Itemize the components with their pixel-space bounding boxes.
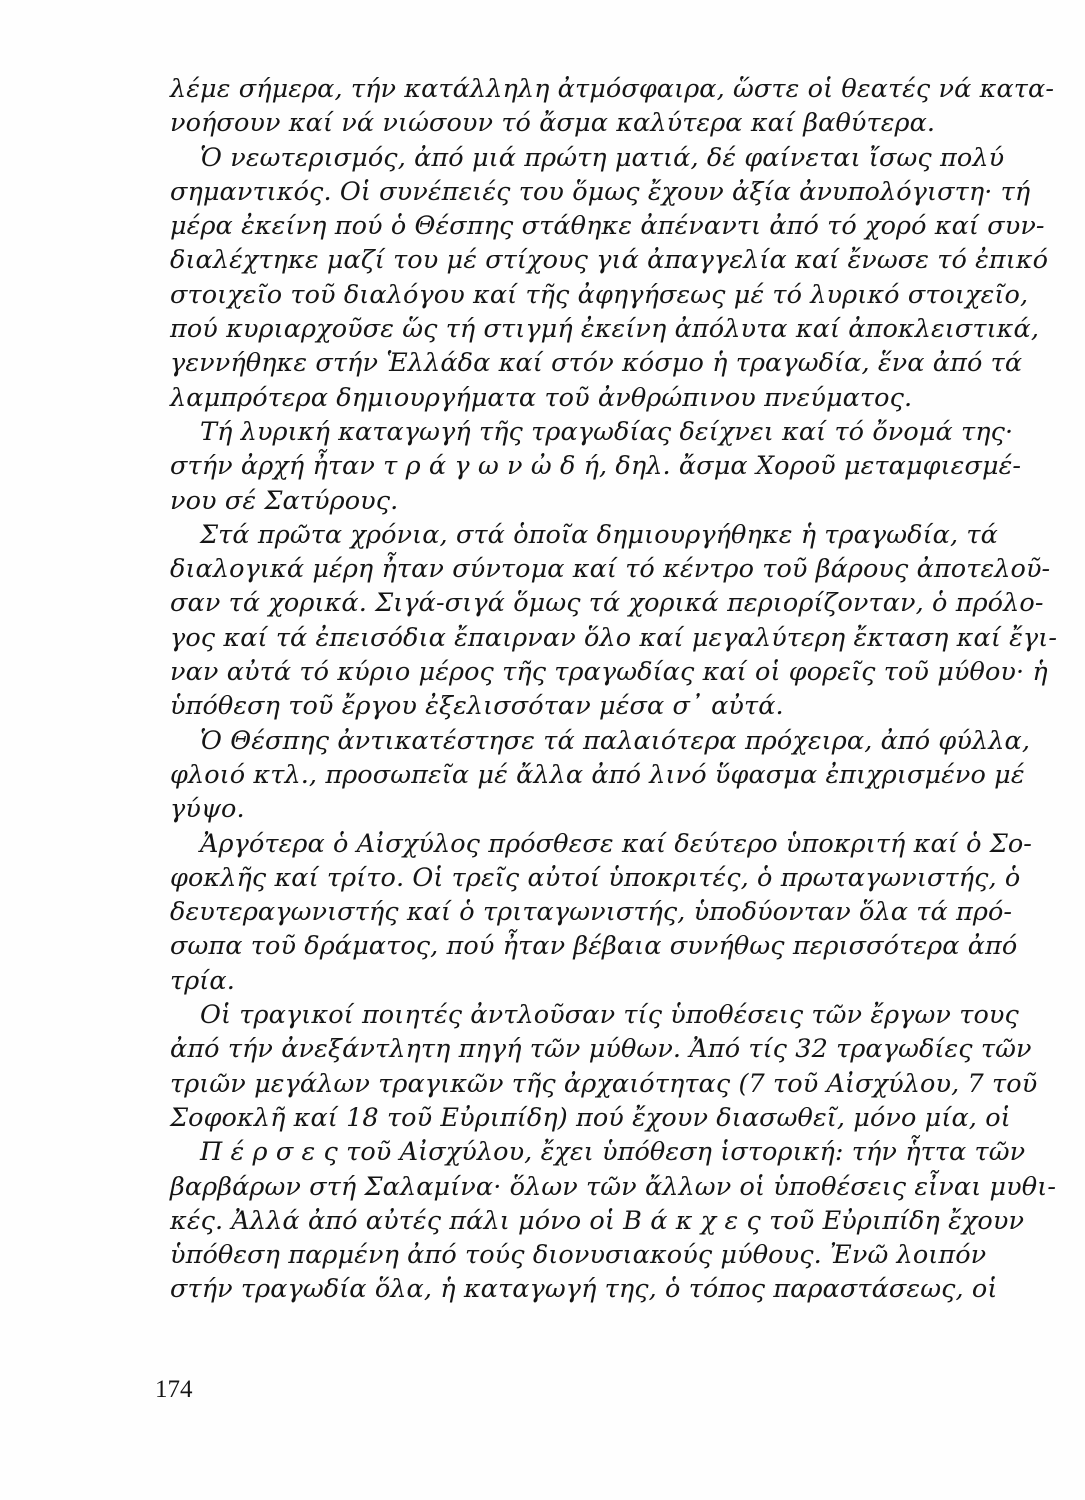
- text-line: στοιχεῖο τοῦ διαλόγου καί τῆς ἀφηγήσεως μέ τό λυρικό στοιχεῖο,: [170, 279, 1029, 310]
- text-line: στήν ἀρχή ἦταν τ ρ ά γ ω ν ὠ δ ή, δηλ. ἄσμα Χοροῦ μεταμφιεσμέ-: [170, 451, 1022, 482]
- text-line: γύψο.: [170, 794, 245, 825]
- text-line: ὑπόθεση τοῦ ἔργου ἐξελισσόταν μέσα σ᾿ αὐτά.: [170, 691, 784, 722]
- text-line: Ὁ Θέσπης ἀντικατέστησε τά παλαιότερα πρόχειρα, ἀπό φύλλα,: [200, 725, 1031, 756]
- text-line: Σοφοκλῆ καί 18 τοῦ Εὐριπίδη) πού ἔχουν διασωθεῖ, μόνο μία, οἱ: [170, 1102, 1011, 1133]
- body-text: [170, 72, 1058, 1307]
- text-line: Π έ ρ σ ε ς τοῦ Αἰσχύλου, ἔχει ὑπόθεση ἱστορική: τήν ἧττα τῶν: [200, 1137, 1026, 1168]
- text-line: ναν αὐτά τό κύριο μέρος τῆς τραγωδίας καί οἱ φορεῖς τοῦ μύθου· ἡ: [170, 657, 1048, 688]
- text-line: στήν τραγωδία ὅλα, ἡ καταγωγή της, ὁ τόπος παραστάσεως, οἱ: [170, 1274, 998, 1305]
- text-line: τρία.: [170, 965, 235, 996]
- text-line: νοήσουν καί νά νιώσουν τό ἄσμα καλύτερα καί βαθύτερα.: [170, 108, 936, 139]
- text-line: νου σέ Σατύρους.: [170, 485, 399, 516]
- text-line: σαν τά χορικά. Σιγά-σιγά ὅμως τά χορικά περιορίζονταν, ὁ πρόλο-: [170, 588, 1044, 619]
- text-line: γεννήθηκε στήν Ἑλλάδα καί στόν κόσμο ἡ τραγωδία, ἕνα ἀπό τά: [170, 348, 1023, 379]
- text-line: γος καί τά ἐπεισόδια ἔπαιρναν ὅλο καί μεγαλύτερη ἔκταση καί ἔγι-: [170, 622, 1058, 653]
- text-line: δευτεραγωνιστής καί ὁ τριταγωνιστής, ὑποδύονταν ὅλα τά πρό-: [170, 897, 1013, 928]
- text-line: Τή λυρική καταγωγή τῆς τραγωδίας δείχνει καί τό ὄνομά της·: [200, 416, 1014, 447]
- text-line: διαλέχτηκε μαζί του μέ στίχους γιά ἀπαγγελία καί ἔνωσε τό ἐπικό: [170, 245, 1049, 276]
- text-line: Ὁ νεωτερισμός, ἀπό μιά πρώτη ματιά, δέ φαίνεται ἴσως πολύ: [200, 142, 1005, 173]
- text-line: βαρβάρων στή Σαλαμίνα· ὅλων τῶν ἄλλων οἱ ὑποθέσεις εἶναι μυθι-: [170, 1171, 1057, 1202]
- text-line: ὑπόθεση παρμένη ἀπό τούς διονυσιακούς μύθους. Ἐνῶ λοιπόν: [170, 1240, 987, 1271]
- text-line: ἀπό τήν ἀνεξάντλητη πηγή τῶν μύθων. Ἀπό τίς 32 τραγωδίες τῶν: [170, 1034, 1032, 1065]
- text-line: λαμπρότερα δημιουργήματα τοῦ ἀνθρώπινου πνεύματος.: [170, 382, 913, 413]
- text-line: σημαντικός. Οἱ συνέπειές του ὅμως ἔχουν ἀξία ἀνυπολόγιστη· τή: [170, 176, 1031, 207]
- text-line: σωπα τοῦ δράματος, πού ἦταν βέβαια συνήθως περισσότερα ἀπό: [170, 931, 1018, 962]
- text-line: κές. Ἀλλά ἀπό αὐτές πάλι μόνο οἱ Β ά κ χ ε ς τοῦ Εὐριπίδη ἔχουν: [170, 1205, 1025, 1236]
- page-number: 174: [155, 1376, 193, 1403]
- text-line: πού κυριαρχοῦσε ὥς τή στιγμή ἐκείνη ἀπόλυτα καί ἀποκλειστικά,: [170, 314, 1040, 345]
- text-line: λέμε σήμερα, τήν κατάλληλη ἀτμόσφαιρα, ὥστε οἱ θεατές νά κατα-: [170, 74, 1055, 104]
- text-line: Ἀργότερα ὁ Αἰσχύλος πρόσθεσε καί δεύτερο ὑποκριτή καί ὁ Σο-: [200, 828, 1033, 859]
- text-line: φλοιό κτλ., προσωπεῖα μέ ἄλλα ἀπό λινό ὕφασμα ἐπιχρισμένο μέ: [170, 759, 1025, 790]
- text-line: Οἱ τραγικοί ποιητές ἀντλοῦσαν τίς ὑποθέσεις τῶν ἔργων τους: [200, 1000, 1019, 1031]
- text-line: Στά πρῶτα χρόνια, στά ὁποῖα δημιουργήθηκε ἡ τραγωδία, τά: [200, 519, 998, 550]
- text-line: τριῶν μεγάλων τραγικῶν τῆς ἀρχαιότητας (7 τοῦ Αἰσχύλου, 7 τοῦ: [170, 1068, 1038, 1099]
- text-line: διαλογικά μέρη ἦταν σύντομα καί τό κέντρο τοῦ βάρους ἀποτελοῦ-: [170, 554, 1051, 585]
- text-line: μέρα ἐκείνη πού ὁ Θέσπης στάθηκε ἀπέναντι ἀπό τό χορό καί συν-: [170, 211, 1045, 242]
- text-line: φοκλῆς καί τρίτο. Οἱ τρεῖς αὐτοί ὑποκριτές, ὁ πρωταγωνιστής, ὁ: [170, 862, 1021, 893]
